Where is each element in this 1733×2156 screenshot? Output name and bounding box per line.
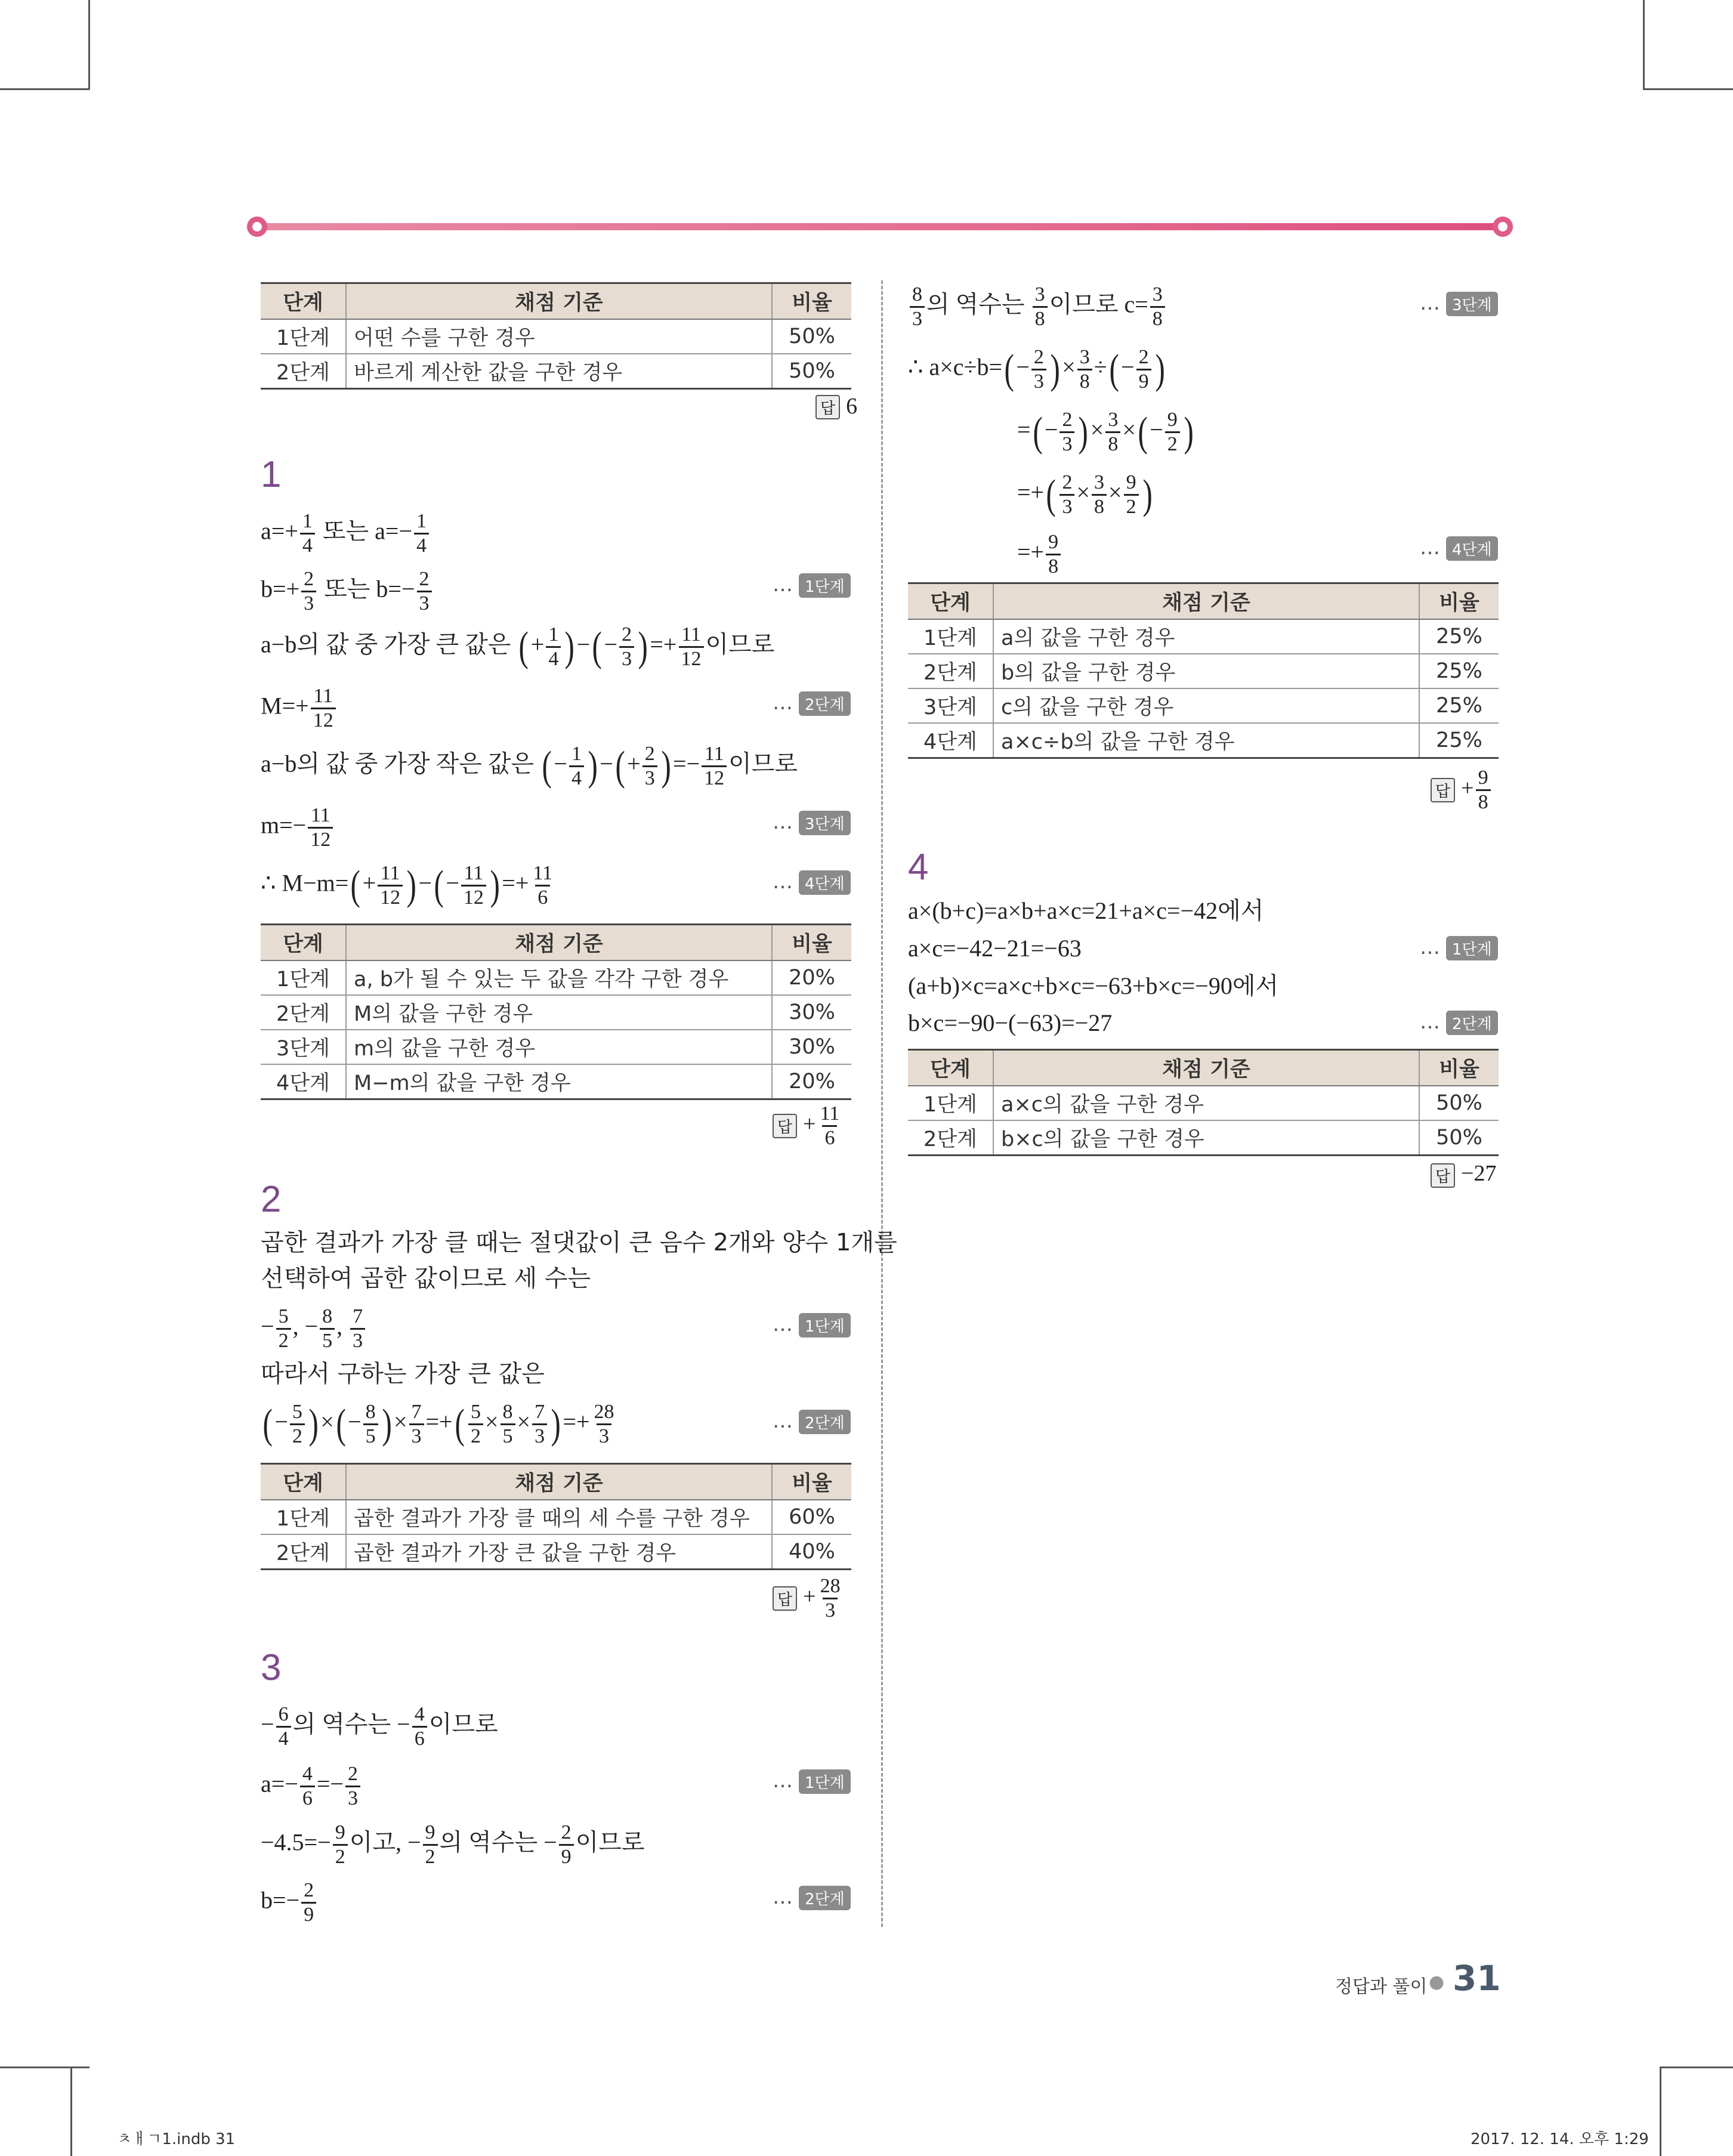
step-marker: … 2단계 [1420, 1010, 1498, 1035]
step-marker: … 1단계 [773, 573, 851, 598]
answer-label: 답 [1431, 778, 1455, 802]
step-marker: … 3단계 [1420, 291, 1498, 316]
text: 이므로 [428, 1710, 498, 1738]
text: 의 역수는 − [439, 1828, 557, 1856]
equation-line: (− $\frac{5}{2}$ )×(− $\frac{8}{5}$ )× $\frac{7}{3}$ =+( $\frac{5}{2}$ × $\frac{8}{5}$ × $\frac{7}{3}$ )=+ $\frac{28}{3}$ [262, 1401, 614, 1447]
text: ∴ a×c÷b= [908, 353, 1003, 381]
table-header: 채점 기준 [346, 283, 772, 320]
problem-number: 1 [261, 454, 282, 495]
print-date-info: 2017. 12. 14. 오후 1:29 [1471, 2130, 1649, 2148]
table-header: 비율 [1419, 1050, 1499, 1086]
equation-line: M=+ $\frac{11}{12}$ [261, 685, 338, 732]
table-cell: 20% [772, 960, 851, 995]
table-cell: 40% [772, 1534, 851, 1570]
equation-line: $\frac{8}{3}$ 의 역수는 $\frac{3}{8}$ 이므로 c= $\frac{3}{8}$ [908, 283, 1167, 330]
answer: 답 + $\frac{9}{8}$ [1431, 767, 1493, 814]
answer-label: 답 [773, 1114, 797, 1138]
table-row [908, 723, 1499, 758]
equation-line: b×c=−90−(−63)=−27 [908, 1009, 1113, 1036]
table-row [261, 1534, 851, 1570]
text: M=+ [261, 692, 309, 719]
page-number: 31 [1453, 1958, 1501, 1999]
table-header: 비율 [772, 283, 851, 320]
answer-label: 답 [773, 1586, 797, 1611]
problem-number: 3 [261, 1647, 282, 1688]
fraction: $\frac{2}{3}$ [301, 568, 316, 615]
crop-mark [1660, 2067, 1733, 2068]
table-cell: 25% [1419, 688, 1499, 723]
fraction: $\frac{1}{4}$ [414, 510, 429, 557]
text: 또는 a=− [322, 517, 413, 545]
equation-line: − $\frac{6}{4}$ 의 역수는 − $\frac{4}{6}$ 이므로 [261, 1703, 498, 1750]
table-row [261, 995, 851, 1030]
crop-mark [1643, 88, 1733, 90]
answer-sign: + [803, 1111, 816, 1137]
step-marker: … 1단계 [773, 1312, 851, 1338]
crop-mark [0, 2067, 89, 2068]
crop-mark [88, 0, 90, 89]
table-cell: 2단계 [908, 654, 993, 688]
step-marker: … 2단계 [773, 691, 851, 716]
equation-line: ∴ a×c÷b=(− $\frac{2}{3}$ )× $\frac{3}{8}$ ÷(− $\frac{2}{9}$ ) [908, 346, 1165, 393]
section-title: 정답과 풀이 [1335, 1976, 1428, 1997]
table-row [908, 1120, 1499, 1156]
table-cell: 3단계 [908, 688, 993, 723]
table-cell: c의 값을 구한 경우 [993, 688, 1419, 723]
table-row [908, 1086, 1499, 1120]
text: a=− [261, 1770, 298, 1797]
table-row [261, 1064, 851, 1099]
table-cell: 3단계 [261, 1030, 346, 1064]
table-header: 채점 기준 [993, 1050, 1419, 1086]
equation-line [261, 568, 434, 615]
answer [815, 393, 857, 419]
equation-line: =+ $\frac{9}{8}$ [1017, 531, 1062, 578]
table-cell: 20% [772, 1064, 851, 1099]
table-cell: 50% [772, 354, 851, 389]
table-cell: 곱한 결과가 가장 큰 값을 구한 경우 [346, 1534, 772, 1570]
table-cell: 25% [1419, 619, 1499, 654]
problem-number: 2 [261, 1179, 282, 1220]
table-cell: 25% [1419, 654, 1499, 688]
equation-line: =(− $\frac{2}{3}$ )× $\frac{3}{8}$ ×(− $\frac{9}{2}$ ) [1017, 409, 1194, 455]
table-header: 채점 기준 [993, 583, 1419, 620]
answer-sign: + [803, 1584, 816, 1610]
answer-value: −27 [1461, 1161, 1497, 1186]
step-marker: … 2단계 [773, 1885, 851, 1910]
table-cell: 4단계 [261, 1064, 346, 1099]
table-cell: 60% [772, 1500, 851, 1534]
text: −4.5=− [261, 1828, 331, 1856]
text: =+ [502, 869, 529, 897]
answer-label: 답 [815, 395, 840, 419]
equation-line: ∴ M−m=(+ $\frac{11}{12}$ )−(− $\frac{11}{12}$ )=+ $\frac{11}{6}$ [261, 862, 553, 909]
table-header: 비율 [772, 1464, 851, 1500]
grading-table-1 [261, 923, 851, 1100]
equation-line: a=− $\frac{4}{6}$ =− $\frac{2}{3}$ [261, 1763, 362, 1810]
table-cell: 30% [772, 1030, 851, 1064]
answer-value: 6 [846, 394, 858, 419]
table-cell: a의 값을 구한 경우 [993, 619, 1419, 654]
equation-line: =+( $\frac{2}{3}$ × $\frac{3}{8}$ × $\frac{9}{2}$ ) [1017, 471, 1153, 518]
text: 또는 b=− [324, 575, 415, 603]
header-bar-left-cap [247, 217, 267, 237]
bullet-icon: ● [1429, 1972, 1445, 1993]
text: =− [316, 1770, 344, 1797]
paragraph: 곱한 결과가 가장 클 때는 절댓값이 큰 음수 2개와 양수 1개를 [261, 1229, 897, 1256]
step-marker: … 2단계 [773, 1409, 851, 1434]
table-header: 단계 [908, 1050, 993, 1086]
table-cell: 바르게 계산한 값을 구한 경우 [346, 354, 772, 389]
table-cell: 1단계 [261, 319, 346, 354]
table-cell: 곱한 결과가 가장 클 때의 세 수를 구한 경우 [346, 1500, 772, 1534]
table-cell: 2단계 [261, 354, 346, 389]
text: b=+ [261, 575, 300, 603]
table-cell: a, b가 될 수 있는 두 값을 각각 구한 경우 [346, 960, 772, 995]
table-cell: 2단계 [261, 1534, 346, 1570]
text: a=+ [261, 517, 298, 545]
grading-table-prev [261, 282, 851, 390]
table-cell: 1단계 [261, 1500, 346, 1534]
table-row [908, 654, 1499, 688]
crop-mark [0, 88, 89, 90]
table-cell: 1단계 [261, 960, 346, 995]
answer: 답 + $\frac{28}{3}$ [773, 1575, 845, 1622]
table-header: 채점 기준 [346, 1464, 772, 1500]
grading-table-3 [908, 582, 1499, 759]
equation-line: a×c=−42−21=−63 [908, 935, 1082, 962]
print-file-info: ㅊㅐㄱ1.indb 31 [117, 2130, 236, 2148]
answer-sign: + [1461, 776, 1474, 801]
text: a−b의 값 중 가장 큰 값은 [261, 631, 511, 658]
table-row [908, 619, 1499, 654]
equation-line: m=− $\frac{11}{12}$ [261, 804, 335, 851]
table-header: 단계 [908, 583, 993, 620]
equation-line: b=− $\frac{2}{9}$ [261, 1879, 318, 1926]
table-cell: M의 값을 구한 경우 [346, 995, 772, 1030]
table-header: 단계 [261, 283, 346, 320]
text: b=− [261, 1886, 300, 1914]
text: 의 역수는 [926, 291, 1025, 318]
table-cell: m의 값을 구한 경우 [346, 1030, 772, 1064]
answer: 답 + $\frac{11}{6}$ [773, 1102, 844, 1150]
table-cell: 어떤 수를 구한 경우 [346, 319, 772, 354]
table-cell: 2단계 [908, 1120, 993, 1156]
table-row [261, 1030, 851, 1064]
table-cell: a×c÷b의 값을 구한 경우 [993, 723, 1419, 758]
table-row [261, 960, 851, 995]
table-header: 비율 [1419, 583, 1499, 620]
column-divider [881, 280, 883, 1927]
table-cell: 50% [772, 319, 851, 354]
text: ∴ M−m= [261, 869, 349, 897]
equation-line: − $\frac{5}{2}$ , − $\frac{8}{5}$ , $\frac{7}{3}$ [261, 1305, 367, 1352]
answer-label: 답 [1431, 1163, 1455, 1188]
step-marker: … 4단계 [1420, 536, 1498, 561]
equation-line: a−b의 값 중 가장 큰 값은 (+ $\frac{1}{4}$ )−(− $\frac{2}{3}$ )=+ $\frac{11}{12}$ 이므로 [261, 623, 775, 670]
answer [1431, 1160, 1497, 1188]
table-cell: 1단계 [908, 1086, 993, 1120]
grading-table-4 [908, 1049, 1499, 1156]
text: =− [673, 750, 700, 777]
crop-mark [1660, 2067, 1661, 2156]
table-cell: 25% [1419, 723, 1499, 758]
table-cell: 1단계 [908, 619, 993, 654]
text: 이므로 [575, 1828, 645, 1856]
table-header: 비율 [772, 925, 851, 961]
text: m=− [261, 811, 307, 839]
fraction: $\frac{1}{4}$ [300, 510, 315, 557]
text: 이므로 [705, 631, 775, 658]
crop-mark [1643, 0, 1645, 89]
step-marker: … 1단계 [773, 1769, 851, 1794]
text: =+ [650, 631, 677, 658]
equation-line: a−b의 값 중 가장 작은 값은 (− $\frac{1}{4}$ )−(+ $\frac{2}{3}$ )=− $\frac{11}{12}$ 이므로 [261, 743, 798, 789]
table-row [261, 354, 851, 389]
text: 이므로 [728, 750, 798, 777]
equation-line [261, 510, 431, 557]
fraction: $\frac{2}{3}$ [417, 568, 432, 615]
step-marker: … 3단계 [773, 810, 851, 835]
equation-line: a×(b+c)=a×b+a×c=21+a×c=−42에서 [908, 897, 1264, 924]
table-header: 단계 [261, 1464, 346, 1500]
table-cell: 4단계 [908, 723, 993, 758]
problem-number: 4 [908, 847, 929, 888]
equation-line: −4.5=− $\frac{9}{2}$ 이고, − $\frac{9}{2}$ 의 역수는 − $\frac{2}{9}$ 이므로 [261, 1821, 645, 1868]
table-cell: 30% [772, 995, 851, 1030]
table-cell: 2단계 [261, 995, 346, 1030]
step-marker: … 1단계 [1420, 935, 1498, 960]
table-row [261, 1500, 851, 1534]
step-marker: … 4단계 [773, 870, 851, 895]
paragraph: 따라서 구하는 가장 큰 값은 [261, 1360, 545, 1388]
text: 의 역수는 − [292, 1710, 410, 1738]
header-bar [249, 223, 1510, 230]
grading-table-2 [261, 1463, 851, 1570]
table-row [908, 688, 1499, 723]
header-bar-right-cap [1493, 217, 1513, 237]
paragraph: 선택하여 곱한 값이므로 세 수는 [261, 1265, 591, 1292]
table-cell: 50% [1419, 1120, 1499, 1156]
text: 이고, − [349, 1828, 421, 1856]
table-row [261, 319, 851, 354]
table-header: 단계 [261, 925, 346, 961]
crop-mark [70, 2067, 72, 2156]
table-cell: 50% [1419, 1086, 1499, 1120]
table-cell: b×c의 값을 구한 경우 [993, 1120, 1419, 1156]
equation-line: (a+b)×c=a×c+b×c=−63+b×c=−90에서 [908, 972, 1279, 999]
table-header: 채점 기준 [346, 925, 772, 961]
table-cell: M−m의 값을 구한 경우 [346, 1064, 772, 1099]
table-cell: a×c의 값을 구한 경우 [993, 1086, 1419, 1120]
text: a−b의 값 중 가장 작은 값은 [261, 750, 535, 777]
table-cell: b의 값을 구한 경우 [993, 654, 1419, 688]
text: 이므로 c= [1049, 291, 1148, 318]
